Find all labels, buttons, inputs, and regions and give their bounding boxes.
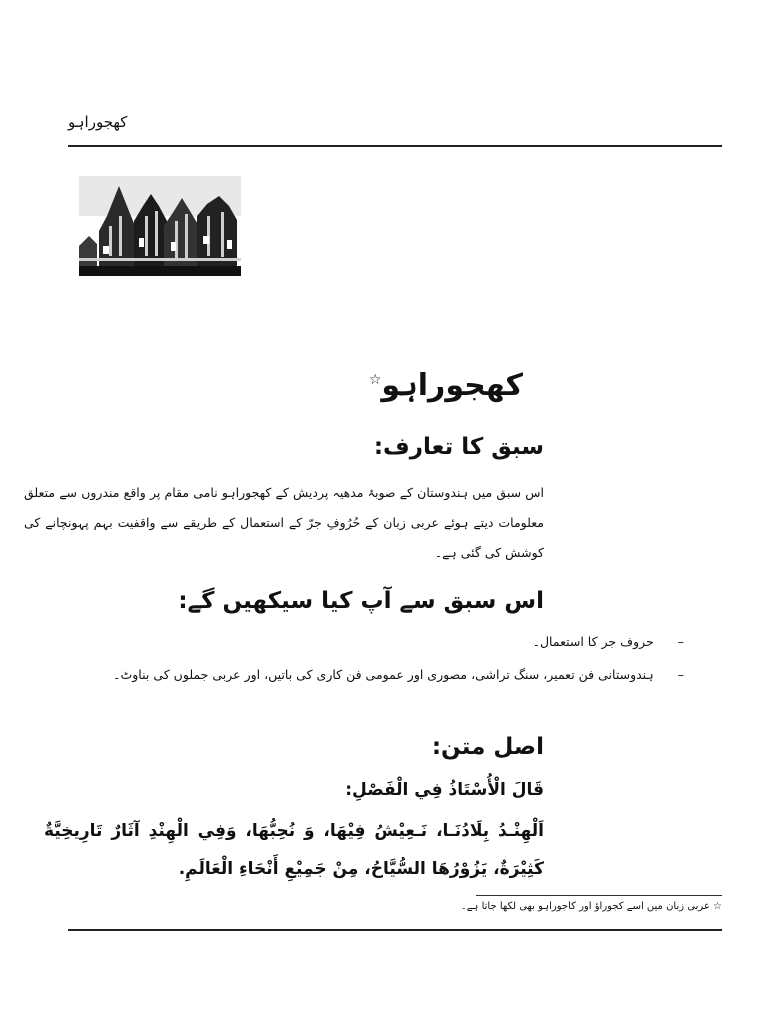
footnote-marker-icon: ☆ [368,372,382,388]
intro-heading: سبق کا تعارف: [373,434,544,460]
footnote: ☆ عربی زبان میں اسے کجوراؤ اور کاجوراہو بھی لکھا جاتا ہے۔ [460,901,722,912]
footer-rule [68,929,722,931]
running-head: کھجوراہو [68,113,128,131]
intro-paragraph: اس سبق میں ہندوستان کے صوبۂ مدھیہ پردیش کے کھجوراہو نامی مقام پر واقع مندروں سے متعلق معلومات دیتے ہوئے عربی زبان کے حُرُوفِ جرّ کے استعمال کے طریقے سے واقفیت بہم پہونچانے کی کوشش کی گئی ہے۔ [24,485,544,560]
arabic-lead-line: قَالَ الْأُسْتَاذُ فِي الْفَصْلِ: [345,780,544,800]
list-item: – حروف جر کا استعمال۔ [84,625,684,658]
temple-photo-image [79,176,241,276]
list-item: – ہندوستانی فن تعمیر، سنگ تراشی، مصوری اور عمومی فن کاری کی باتیں، اور عربی جملوں کی بناوٹ۔ [84,658,684,691]
lesson-title-text: کھجوراہو [381,368,523,403]
main-text-heading: اصل متن: [431,734,544,760]
header-rule [68,145,722,147]
arabic-body-text: اَلْهِنْـدُ بِلَادُنَـا، نَـعِيْشُ فِيْهَا، وَ نُحِبُّهَا، وَفِي الْهِنْدِ آثَارٌ تَارِيخِيَّةٌ كَثِيْرَةٌ، يَزُوْرُهَا السُّيَّاحُ، مِنْ جَمِيْعِ أَنْحَاءِ الْعَالَمِ. [44,821,544,879]
learn-heading: اس سبق سے آپ کیا سیکھیں گے: [178,588,544,614]
lesson-title [369,368,523,403]
temple-photo [79,176,241,276]
learn-list [84,625,684,691]
footnote-rule [476,895,722,896]
